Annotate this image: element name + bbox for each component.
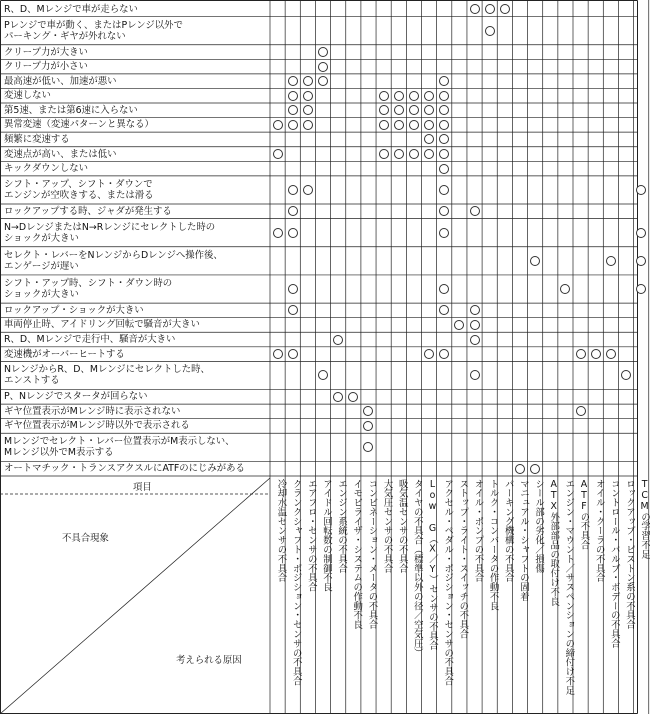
circle-mark	[424, 149, 434, 159]
circle-mark	[636, 185, 646, 195]
circle-mark	[591, 349, 601, 359]
circle-mark	[288, 76, 298, 86]
symptom-label: Mレンジでセレクト・レバー位置表示がM表示しない、 Mレンジ以外でM表示する	[4, 436, 235, 459]
circle-mark	[409, 91, 419, 101]
cause-label: タイヤの不具合（標準以外の径／空気圧）	[411, 479, 423, 658]
circle-mark	[409, 120, 419, 130]
circle-mark	[333, 392, 343, 402]
circle-mark	[409, 149, 419, 159]
cause-label: マニュアル・シャフトの固着	[517, 479, 529, 602]
circle-mark	[379, 105, 389, 115]
symptom-label: ロックアップ・ショックが大きい	[4, 304, 144, 316]
cause-label: コントロール・バルブ・ボデーの不具合	[608, 479, 620, 649]
cause-label: イモビライザ・システムの作動不良	[351, 479, 363, 630]
cause-label: オイル・ポンプの不具合	[472, 479, 484, 583]
cause-label: アクセル・ペダル・ポジション・センサの不具合	[442, 479, 454, 686]
cause-label: パーキング機構の不具合	[502, 479, 514, 583]
circle-mark	[288, 284, 298, 294]
circle-mark	[288, 185, 298, 195]
header-diagonal	[0, 478, 270, 714]
symptom-header: 不具合現象	[62, 533, 109, 544]
circle-mark	[288, 105, 298, 115]
circle-mark	[303, 76, 313, 86]
cause-label: エンジン・マウント／サスペンションの締付け不足	[563, 479, 575, 695]
circle-mark	[303, 185, 313, 195]
symptom-label: R、D、Mレンジで車が走らない	[4, 3, 138, 15]
circle-mark	[273, 120, 283, 130]
cause-label: ストップ・ライト・スイッチの不具合	[457, 479, 469, 639]
circle-mark	[485, 4, 495, 14]
symptom-label: Pレンジで車が動く、またはPレンジ以外で パーキング・ギヤが外れない	[4, 19, 183, 42]
circle-mark	[303, 120, 313, 130]
cause-label: エアフロ・センサの不具合	[305, 479, 317, 592]
cause-label: Low G（X／Y）センサの不具合	[427, 479, 438, 650]
symptom-label: 変速点が高い、または低い	[4, 148, 117, 160]
cause-label: ロックアップ・ピストン系の不具合	[623, 479, 635, 630]
symptom-label: シフト・アップ、シフト・ダウンで エンジンが空吹きする、または滑る	[4, 178, 154, 201]
symptom-label: 変速機がオーバーヒートする	[4, 348, 125, 360]
symptom-label: NレンジからR、D、Mレンジにセレクトした時、 エンストする	[4, 364, 210, 387]
circle-mark	[379, 120, 389, 130]
circle-mark	[379, 149, 389, 159]
circle-mark	[273, 149, 283, 159]
circle-mark	[576, 406, 586, 416]
cause-label: トルク・コンバータの作動不良	[487, 479, 499, 611]
symptom-label: ロックアップする時、ジャダが発生する	[4, 205, 172, 217]
cause-label: ATFの不具合	[578, 479, 590, 550]
cause-label: ATX外部部品の取付け不良	[548, 479, 560, 606]
cause-label: クランクシャフト・ポジション・センサの不具合	[290, 479, 302, 686]
circle-mark	[470, 305, 480, 315]
cause-label: エンジン系統の不具合	[336, 479, 348, 573]
cause-header: 考えられる原因	[176, 655, 242, 666]
circle-mark	[439, 164, 449, 174]
cause-label: アイドル回転数の制御不良	[320, 479, 332, 592]
circle-mark	[318, 47, 328, 57]
symptom-label: N→DレンジまたはN→Rレンジにセレクトした時の ショックが大きい	[4, 221, 216, 244]
circle-mark	[303, 91, 313, 101]
symptom-label: P、Nレンジでスタータが回らない	[4, 391, 148, 403]
symptom-label: ギヤ位置表示がMレンジ時以外で表示される	[4, 420, 190, 432]
circle-mark	[636, 228, 646, 238]
symptom-label: セレクト・レバーをNレンジからDレンジへ操作後、 エンゲージが遅い	[4, 249, 223, 272]
circle-mark	[439, 228, 449, 238]
circle-mark	[288, 349, 298, 359]
circle-mark	[394, 91, 404, 101]
symptom-label: 車両停止時、アイドリング回転で騒音が大きい	[4, 319, 200, 331]
circle-mark	[439, 91, 449, 101]
circle-mark	[470, 335, 480, 345]
symptom-label: オートマチック・トランスアクスルにATFのにじみがある	[4, 463, 245, 475]
symptom-label: シフト・アップ時、シフト・ダウン時の ショックが大きい	[4, 278, 173, 301]
circle-mark	[470, 320, 480, 330]
item-header: 項目	[133, 482, 152, 493]
symptom-label: ギヤ位置表示がMレンジ時に表示されない	[4, 405, 181, 417]
circle-mark	[288, 206, 298, 216]
symptom-label: 異常変速（変速パターンと異なる）	[4, 119, 154, 131]
circle-mark	[288, 228, 298, 238]
cause-label: TCMの学習不足	[639, 479, 650, 559]
symptom-label: クリープ力が大きい	[4, 46, 88, 58]
cause-label: オイル・クーラの不具合	[593, 479, 605, 583]
circle-mark	[530, 256, 540, 266]
circle-mark	[485, 26, 495, 36]
circle-mark	[394, 120, 404, 130]
cause-label: 大気圧センサの不具合	[381, 479, 393, 573]
circle-mark	[288, 91, 298, 101]
circle-mark	[636, 284, 646, 294]
circle-mark	[273, 349, 283, 359]
symptom-label: 最高速が低い、加速が悪い	[4, 75, 117, 87]
cause-label: 冷却水温センサの不具合	[275, 479, 287, 583]
circle-mark	[606, 256, 616, 266]
circle-mark	[515, 464, 525, 474]
symptom-label: 第5速、または第6速に入らない	[4, 104, 138, 116]
symptom-label: R、D、Mレンジで走行中、騒音が大きい	[4, 334, 176, 346]
symptom-label: キックダウンしない	[4, 163, 89, 175]
symptom-label: 頻繁に変速する	[4, 133, 70, 145]
circle-mark	[530, 464, 540, 474]
symptom-label: クリープ力が小さい	[4, 61, 88, 73]
circle-mark	[470, 4, 480, 14]
cause-label: シール部の劣化／損傷	[533, 479, 545, 573]
circle-mark	[424, 120, 434, 130]
circle-mark	[470, 370, 480, 380]
circle-mark	[636, 256, 646, 266]
circle-mark	[470, 206, 480, 216]
circle-mark	[288, 120, 298, 130]
circle-mark	[379, 91, 389, 101]
circle-mark	[576, 349, 586, 359]
circle-mark	[394, 149, 404, 159]
circle-mark	[333, 335, 343, 345]
circle-mark	[606, 349, 616, 359]
circle-mark	[273, 228, 283, 238]
circle-mark	[318, 62, 328, 72]
symptom-label: 変速しない	[4, 90, 51, 102]
circle-mark	[424, 91, 434, 101]
cause-label: コンビネーション・メータの不具合	[366, 479, 378, 630]
cause-label: 吸気温センサの不具合	[396, 479, 408, 573]
